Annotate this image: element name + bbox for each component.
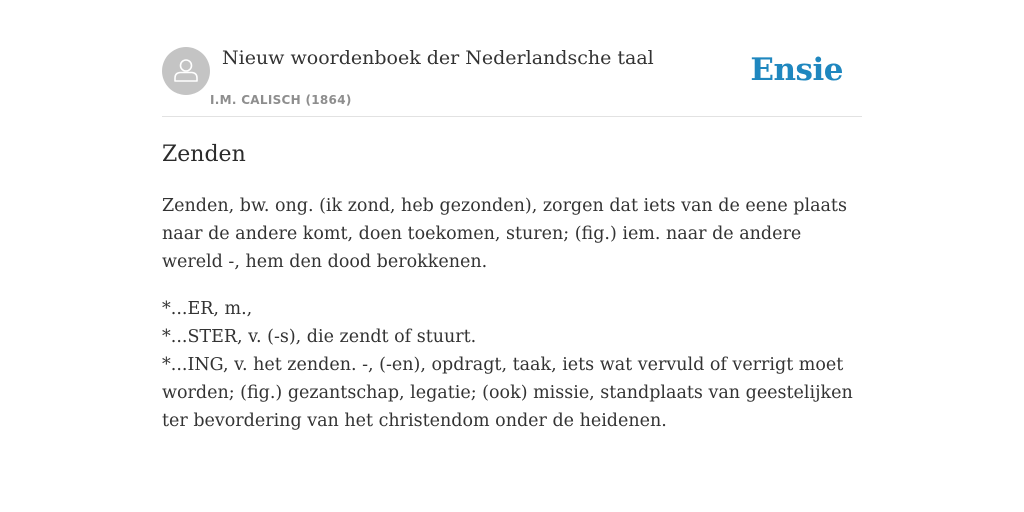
derivative-line: *...ING, v. het zenden. -, (-en), opdragt, taak, iets wat vervuld of verrigt moet worden; (fig.) gezantschap, legatie; (ook) missie, standplaats van geestelijken ter bevordering van het christendom onder de heidenen. [162,355,853,431]
entry-derivatives [162,295,862,435]
source-header [162,46,862,117]
user-icon [162,47,210,95]
avatar [162,47,210,95]
entry-title: Zenden [162,142,246,167]
derivative-line: *...ER, m., [162,299,253,319]
brand-logo[interactable]: Ensie [750,52,843,88]
entry-content [162,140,862,435]
book-author[interactable]: I.M. CALISCH (1864) [210,93,352,107]
book-title[interactable]: Nieuw woordenboek der Nederlandsche taal [222,47,654,69]
entry-definition: Zenden, bw. ong. (ik zond, heb gezonden), zorgen dat iets van de eene plaats naar de andere komt, doen toekomen, sturen; (fig.) iem. naar de andere wereld -, hem den dood berokkenen. [162,196,847,272]
derivative-line: *...STER, v. (-s), die zendt of stuurt. [162,327,477,347]
